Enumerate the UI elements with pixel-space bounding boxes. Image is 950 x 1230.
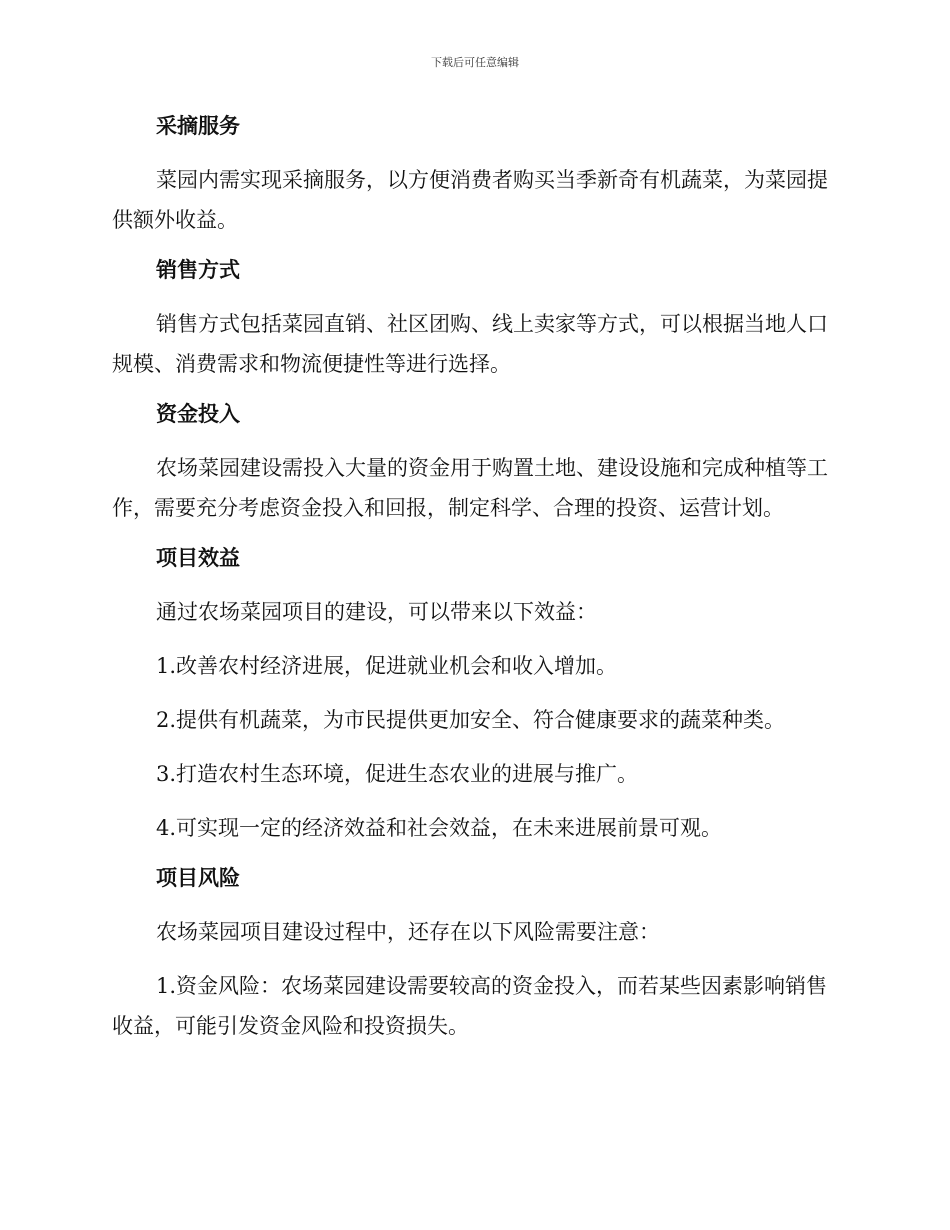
paragraph: 菜园内需实现采摘服务，以方便消费者购买当季新奇有机蔬菜，为菜园提供额外收益。 xyxy=(112,168,828,232)
list-item: 1.改善农村经济进展，促进就业机会和收入增加。 xyxy=(156,654,618,678)
list-item: 2.提供有机蔬菜，为市民提供更加安全、符合健康要求的蔬菜种类。 xyxy=(156,708,786,732)
section-heading: 项目风险 xyxy=(156,866,240,890)
list-item: 3.打造农村生态环境，促进生态农业的进展与推广。 xyxy=(156,762,639,786)
section-heading: 销售方式 xyxy=(156,258,240,282)
paragraph: 农场菜园项目建设过程中，还存在以下风险需要注意： xyxy=(156,920,660,944)
paragraph: 农场菜园建设需投入大量的资金用于购置土地、建设设施和完成种植等工作，需要充分考虑资金投入和回报，制定科学、合理的投资、运营计划。 xyxy=(112,456,828,520)
page-header: 下载后可任意编辑 xyxy=(431,56,519,69)
section-heading: 项目效益 xyxy=(156,546,240,570)
document-body xyxy=(112,110,832,1046)
list-item: 4.可实现一定的经济效益和社会效益，在未来进展前景可观。 xyxy=(156,816,723,840)
section-heading: 资金投入 xyxy=(156,402,240,426)
list-item: 1.资金风险：农场菜园建设需要较高的资金投入，而若某些因素影响销售收益，可能引发资金风险和投资损失。 xyxy=(112,974,828,1038)
section-heading: 采摘服务 xyxy=(156,114,240,138)
paragraph: 销售方式包括菜园直销、社区团购、线上卖家等方式，可以根据当地人口规模、消费需求和物流便捷性等进行选择。 xyxy=(112,312,828,376)
paragraph: 通过农场菜园项目的建设，可以带来以下效益： xyxy=(156,600,597,624)
